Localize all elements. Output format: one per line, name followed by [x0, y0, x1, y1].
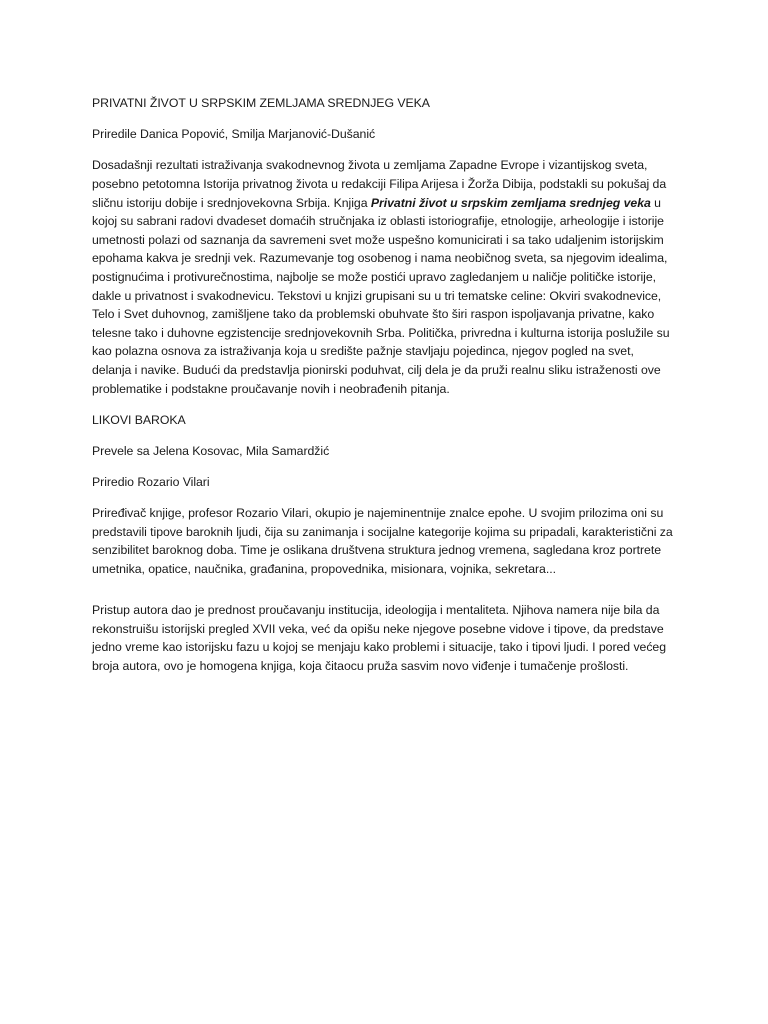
description-1-text-b: u kojoj su sabrani radovi dvadeset domaćih stručnjaka iz oblasti istoriografije, etnologije, arheologije i istorije umetnosti polazi od saznanja da savremeni svet može uspešno komunicirati i sa tako udaljenim istorijskim epohama kakva je srednji vek. Razumevanje tog osobenog i nama neobičnog sveta, sa njegovim idealima, postignućima i protivurečnostima, najbolje se može postići upravo zagledanjem u naličje političke istorije, dakle u privatnost i svakodnevicu. Tekstovi u knjizi grupisani su u tri tematske celine: Okviri svakodnevice, Telo i Svet duhovnog, zamišljene tako da problemski obuhvate što širi raspon ispoljavanja privatne, kako telesne tako i duhovne egzistencije srednjovekovnih Srba. Politička, privredna i kulturna istorija poslužile su kao polazna osnova za istraživanja koja u središte pažnje stavljaju pojedinca, njegov pogled na svet, delanja i navike. Budući da predstavlja pionirski poduhvat, cilj dela je da pruži realnu sliku istraženosti ove problematike i podstakne proučavanje novih i neobrađenih pitanja.	[92, 195, 670, 396]
book-description-3: Pristup autora dao je prednost proučavanju institucija, ideologija i mentaliteta. Njihova namera nije bila da rekonstruišu istorijski pregled XVII veka, već da opišu neke njegove posebne vidove i tipove, da predstave jedno vreme kao istorijsku fazu u kojoj se menjaju kako problemi i situacije, tako i tipovi ljudi. I pored većeg broja autora, ovo je homogena knjiga, koja čitaocu pruža sasvim novo viđenje i tumačenje prošlosti.	[92, 603, 667, 673]
book-title-2: LIKOVI BAROKA	[92, 412, 186, 427]
book-translators-2: Prevele sa Jelena Kosovac, Mila Samardžić	[92, 443, 330, 458]
description-1-text-a: Dosadašnji rezultati istraživanja svakodnevnog života u zemljama Zapadne Evrope i vizantijskog sveta, posebno petotomna Istorija privatnog života u redakciji Filipa Arijesa i Žorža Dibija, podstakli su pokušaj da sličnu istoriju dobije i srednjovekovna Srbija. Knjiga	[92, 158, 667, 210]
book-description-2: Priređivač knjige, profesor Rozario Vilari, okupio je najeminentnije znalce epohe. U svojim prilozima oni su predstavili tipove baroknih ljudi, čija su zanimanja i socijalne kategorije kojima su pripadali, karakteristični za senzibilitet baroknog doba. Time je oslikana društvena struktura jednog vremena, sagledana kroz portrete umetnika, opatice, naučnika, građanina, propovednika, misionara, vojnika, sekretara...	[92, 506, 673, 577]
description-1-italic-title: Privatni život u srpskim zemljama srednjeg veka	[370, 195, 651, 210]
book-editors-1: Priredile Danica Popović, Smilja Marjanović-Dušanić	[92, 127, 376, 142]
paragraph-gap	[92, 591, 674, 601]
book-description-1	[92, 156, 674, 398]
book-editor-2: Priredio Rozario Vilari	[92, 475, 210, 490]
book-title-1: PRIVATNI ŽIVOT U SRPSKIM ZEMLJAMA SREDNJEG VEKA	[92, 96, 430, 110]
document-page	[92, 94, 674, 688]
